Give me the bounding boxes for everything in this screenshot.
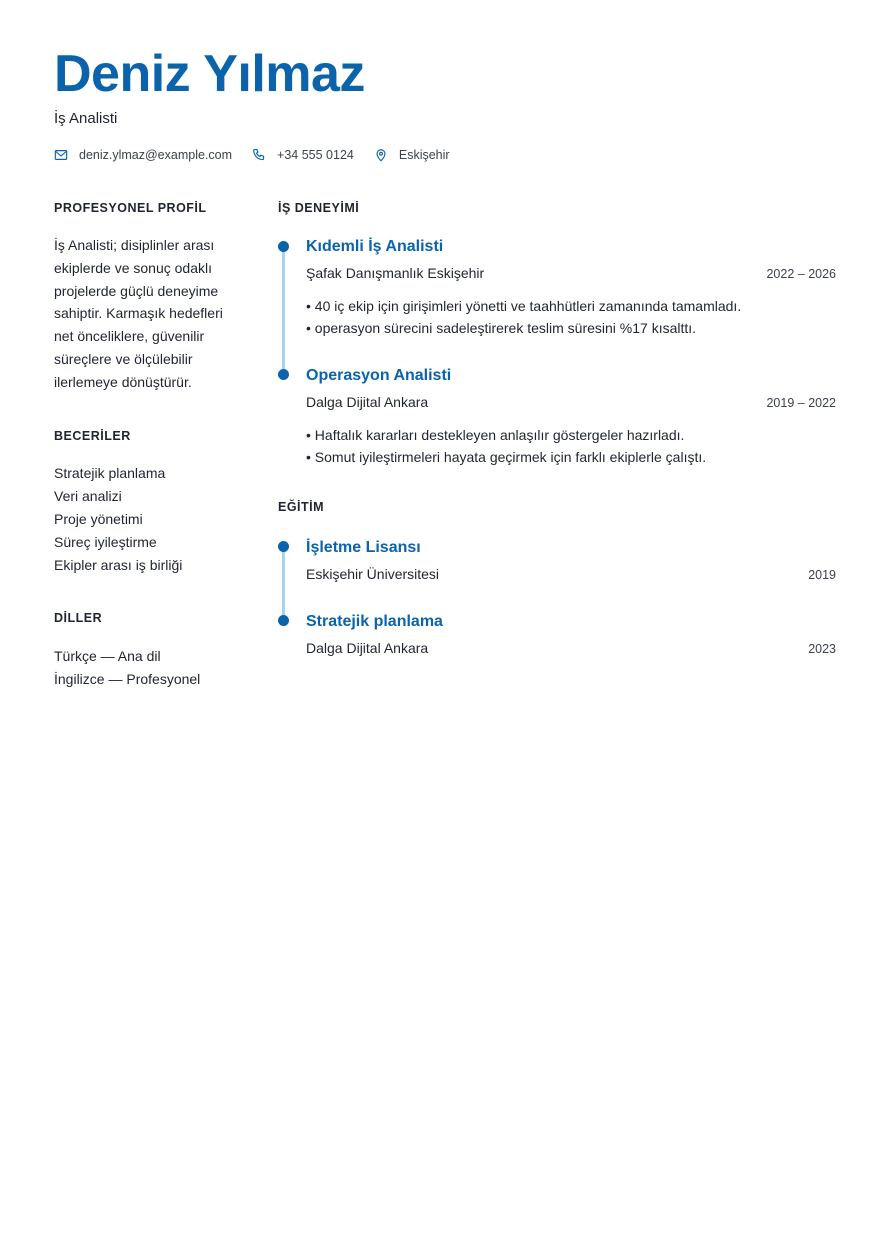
education-title: İşletme Lisansı	[306, 539, 421, 556]
experience-org: Şafak Danışmanlık Eskişehir	[306, 265, 485, 281]
skill-item: Proje yönetimi	[54, 511, 143, 527]
skill-item: Süreç iyileştirme	[54, 534, 157, 550]
profile-heading: PROFESYONEL PROFİL	[54, 201, 207, 215]
education-org: Dalga Dijital Ankara	[306, 640, 429, 656]
skill-item: Stratejik planlama	[54, 465, 166, 481]
experience-date: 2019 – 2022	[766, 396, 836, 410]
education-title: Stratejik planlama	[306, 613, 443, 630]
language-item: Türkçe — Ana dil	[54, 648, 161, 664]
education-date: 2019	[808, 568, 836, 582]
skills-list	[54, 462, 234, 577]
experience-bullet: • Haftalık kararları destekleyen anlaşılır göstergeler hazırladı.	[306, 427, 685, 443]
skill-item: Ekipler arası iş birliği	[54, 557, 183, 573]
experience-bullets	[306, 295, 836, 339]
profile-section	[54, 234, 234, 394]
email-text: deniz.ylmaz@example.com	[79, 148, 233, 162]
skills-section	[54, 462, 234, 577]
education-org: Eskişehir Üniversitesi	[306, 566, 440, 582]
timeline-dot	[278, 541, 289, 552]
languages-heading: DİLLER	[54, 611, 103, 625]
experience-role: Kıdemli İş Analisti	[306, 238, 444, 255]
experience-bullet: • Somut iyileştirmeleri hayata geçirmek için farklı ekiplerle çalıştı.	[306, 449, 707, 465]
experience-bullet: • operasyon sürecini sadeleştirerek teslim süresini %17 kısalttı.	[306, 320, 697, 336]
job-title: İş Analisti	[54, 110, 118, 127]
experience-role: Operasyon Analisti	[306, 367, 452, 384]
experience-item	[306, 366, 836, 468]
experience-bullet: • 40 iç ekip için girişimleri yönetti ve taahhütleri zamanında tamamladı.	[306, 298, 742, 314]
contact-location	[374, 148, 450, 162]
experience-item	[306, 237, 836, 339]
contact-phone[interactable]	[252, 148, 354, 162]
candidate-name: Deniz Yılmaz	[54, 45, 365, 103]
languages-section	[54, 645, 234, 691]
location-text: Eskişehir	[398, 148, 450, 162]
experience-date: 2022 – 2026	[766, 267, 836, 281]
timeline-dot	[278, 615, 289, 626]
experience-heading: İŞ DENEYİMİ	[278, 201, 360, 215]
skill-item: Veri analizi	[54, 488, 122, 504]
skills-heading: BECERİLER	[54, 429, 131, 443]
phone-text: +34 555 0124	[277, 148, 354, 162]
contact-bar	[54, 146, 470, 164]
education-heading: EĞİTİM	[278, 500, 325, 514]
language-item: İngilizce — Profesyonel	[54, 671, 201, 687]
map-pin-icon	[374, 148, 388, 162]
education-date: 2023	[808, 642, 836, 656]
languages-list	[54, 645, 234, 691]
timeline-dot	[278, 369, 289, 380]
experience-org: Dalga Dijital Ankara	[306, 394, 429, 410]
experience-bullets	[306, 424, 836, 468]
timeline-dot	[278, 241, 289, 252]
education-item	[306, 612, 836, 658]
education-item	[306, 538, 836, 584]
contact-email[interactable]	[54, 148, 232, 162]
experience-timeline	[282, 246, 285, 375]
profile-text: İş Analisti; disiplinler arası ekiplerde ve sonuç odaklı projelerde güçlü deneyime sahiptir. Karmaşık hedefleri net önceliklere, güvenilir süreçlere ve ölçülebilir ilerlemeye dönüştürür.	[54, 237, 223, 390]
phone-icon	[252, 148, 266, 162]
mail-icon	[54, 148, 68, 162]
education-timeline	[282, 547, 285, 621]
